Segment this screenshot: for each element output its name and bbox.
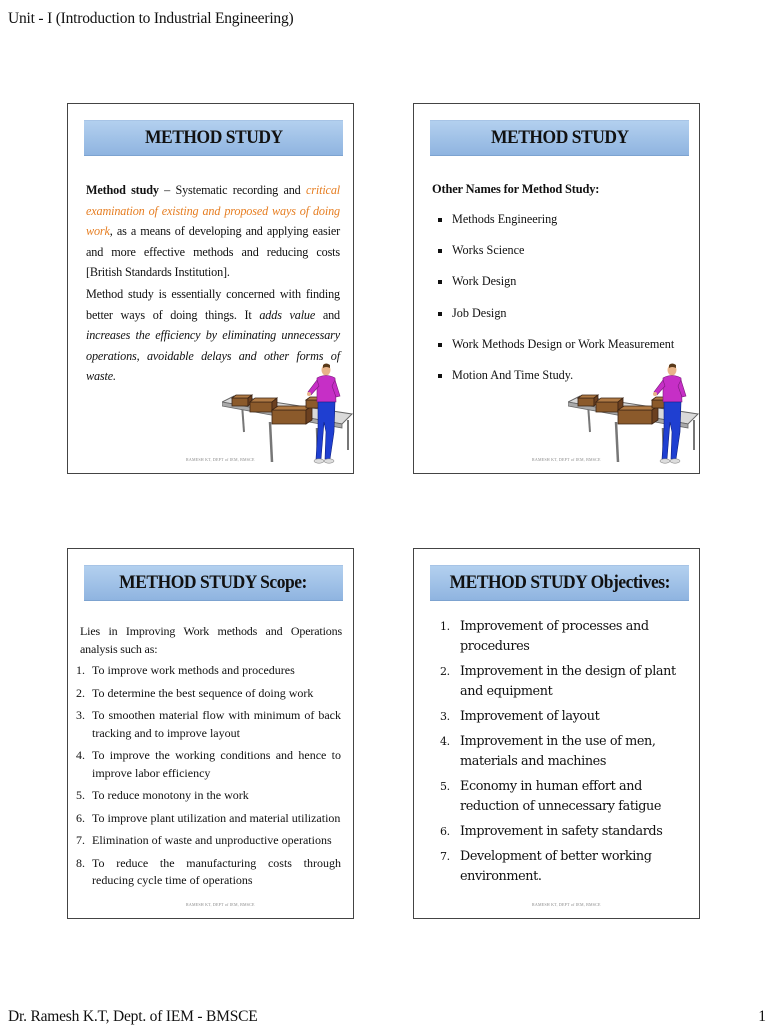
list-item: Work Methods Design or Work Measurement	[432, 337, 674, 368]
slide-title-bar	[430, 565, 689, 601]
list-item: 3. Improvement of layout	[440, 709, 600, 724]
page-header: Unit - I (Introduction to Industrial Engineering)	[8, 10, 294, 27]
worker-conveyor-illustration	[222, 362, 357, 467]
list-item: 2. To determine the best sequence of doing work	[76, 685, 314, 700]
list-item: 8. To reduce the manufacturing costs through reducing cycle time of operations	[76, 855, 341, 887]
bullet-icon	[438, 312, 442, 316]
slide-title: METHOD STUDY	[490, 127, 629, 148]
slide-title: METHOD STUDY Scope:	[119, 572, 308, 593]
slide-title: METHOD STUDY Objectives:	[449, 572, 670, 593]
definition-rest: , as a means of developing and applying easier and more effective methods and reducing costs [British Standards Institution].	[86, 224, 340, 279]
list-item: 6. To improve plant utilization and material utilization	[76, 810, 341, 825]
slide-footnote: RAMESH KT, DEPT of IEM, BMSCE	[532, 902, 601, 907]
list-item: Works Science	[432, 243, 674, 274]
concern-text-a: Method study is essentially concerned with finding better ways of doing things. It	[86, 287, 340, 322]
list-item: 3. To smoothen material flow with minimum of back tracking and to improve layout	[76, 708, 341, 740]
list-item: 2. Improvement in the design of plant and equipment	[440, 664, 676, 699]
slide-title-bar	[84, 120, 343, 156]
list-item: Job Design	[432, 306, 674, 337]
list-item: Work Design	[432, 274, 674, 305]
list-item: 4. Improvement in the use of men, materials and machines	[440, 734, 656, 769]
list-item: 1. Improvement of processes and procedures	[440, 619, 649, 654]
objectives-list	[440, 617, 695, 892]
concern-text-d: increases the efficiency by eliminating unnecessary operations, avoidable delays and other forms of waste.	[86, 328, 340, 383]
bullet-icon	[438, 374, 442, 378]
bullet-icon	[438, 249, 442, 253]
slide-title-bar	[84, 565, 343, 601]
list-item: 7. Elimination of waste and unproductive operations	[76, 833, 332, 847]
list-item: 4. To improve the working conditions and hence to improve labor efficiency	[76, 748, 341, 780]
list-item: 5. Economy in human effort and reduction of unnecessary fatigue	[440, 779, 662, 814]
bullet-icon	[438, 343, 442, 347]
slide-title-bar	[430, 120, 689, 156]
slide-footnote: RAMESH KT, DEPT of IEM, BMSCE	[186, 902, 255, 907]
list-item: 5. To reduce monotony in the work	[76, 788, 249, 802]
definition-paragraph	[86, 180, 340, 283]
list-item: Motion And Time Study.	[432, 368, 674, 399]
definition-highlight: critical examination of existing and proposed ways of doing work	[86, 183, 340, 238]
list-item: 6. Improvement in safety standards	[440, 824, 663, 839]
definition-dash: – Systematic recording and	[158, 183, 306, 197]
bullet-icon	[438, 218, 442, 222]
concern-text-c: and	[315, 307, 340, 322]
scope-intro: Lies in Improving Work methods and Operations analysis such as:	[80, 624, 342, 656]
definition-term: Method study	[86, 183, 159, 197]
slide-method-study-objectives	[413, 548, 700, 919]
slide-method-study-definition	[67, 103, 354, 474]
worker-conveyor-illustration	[568, 362, 703, 467]
list-item: 7. Development of better working environment.	[440, 849, 652, 884]
slide-footnote: RAMESH KT, DEPT of IEM, BMSCE	[186, 457, 255, 462]
slide-method-study-scope	[67, 548, 354, 919]
slide-title: METHOD STUDY	[144, 127, 283, 148]
slide-method-study-other-names	[413, 103, 700, 474]
bullet-icon	[438, 280, 442, 284]
page-number: 1	[758, 1008, 766, 1025]
page-footer: Dr. Ramesh K.T, Dept. of IEM - BMSCE	[8, 1008, 258, 1025]
list-item: Methods Engineering	[432, 212, 674, 243]
other-names-heading: Other Names for Method Study:	[432, 182, 600, 196]
slide-footnote: RAMESH KT, DEPT of IEM, BMSCE	[532, 457, 601, 462]
scope-list	[76, 662, 341, 895]
list-item: 1. To improve work methods and procedures	[76, 663, 295, 677]
concern-text-b: adds value	[259, 307, 316, 322]
